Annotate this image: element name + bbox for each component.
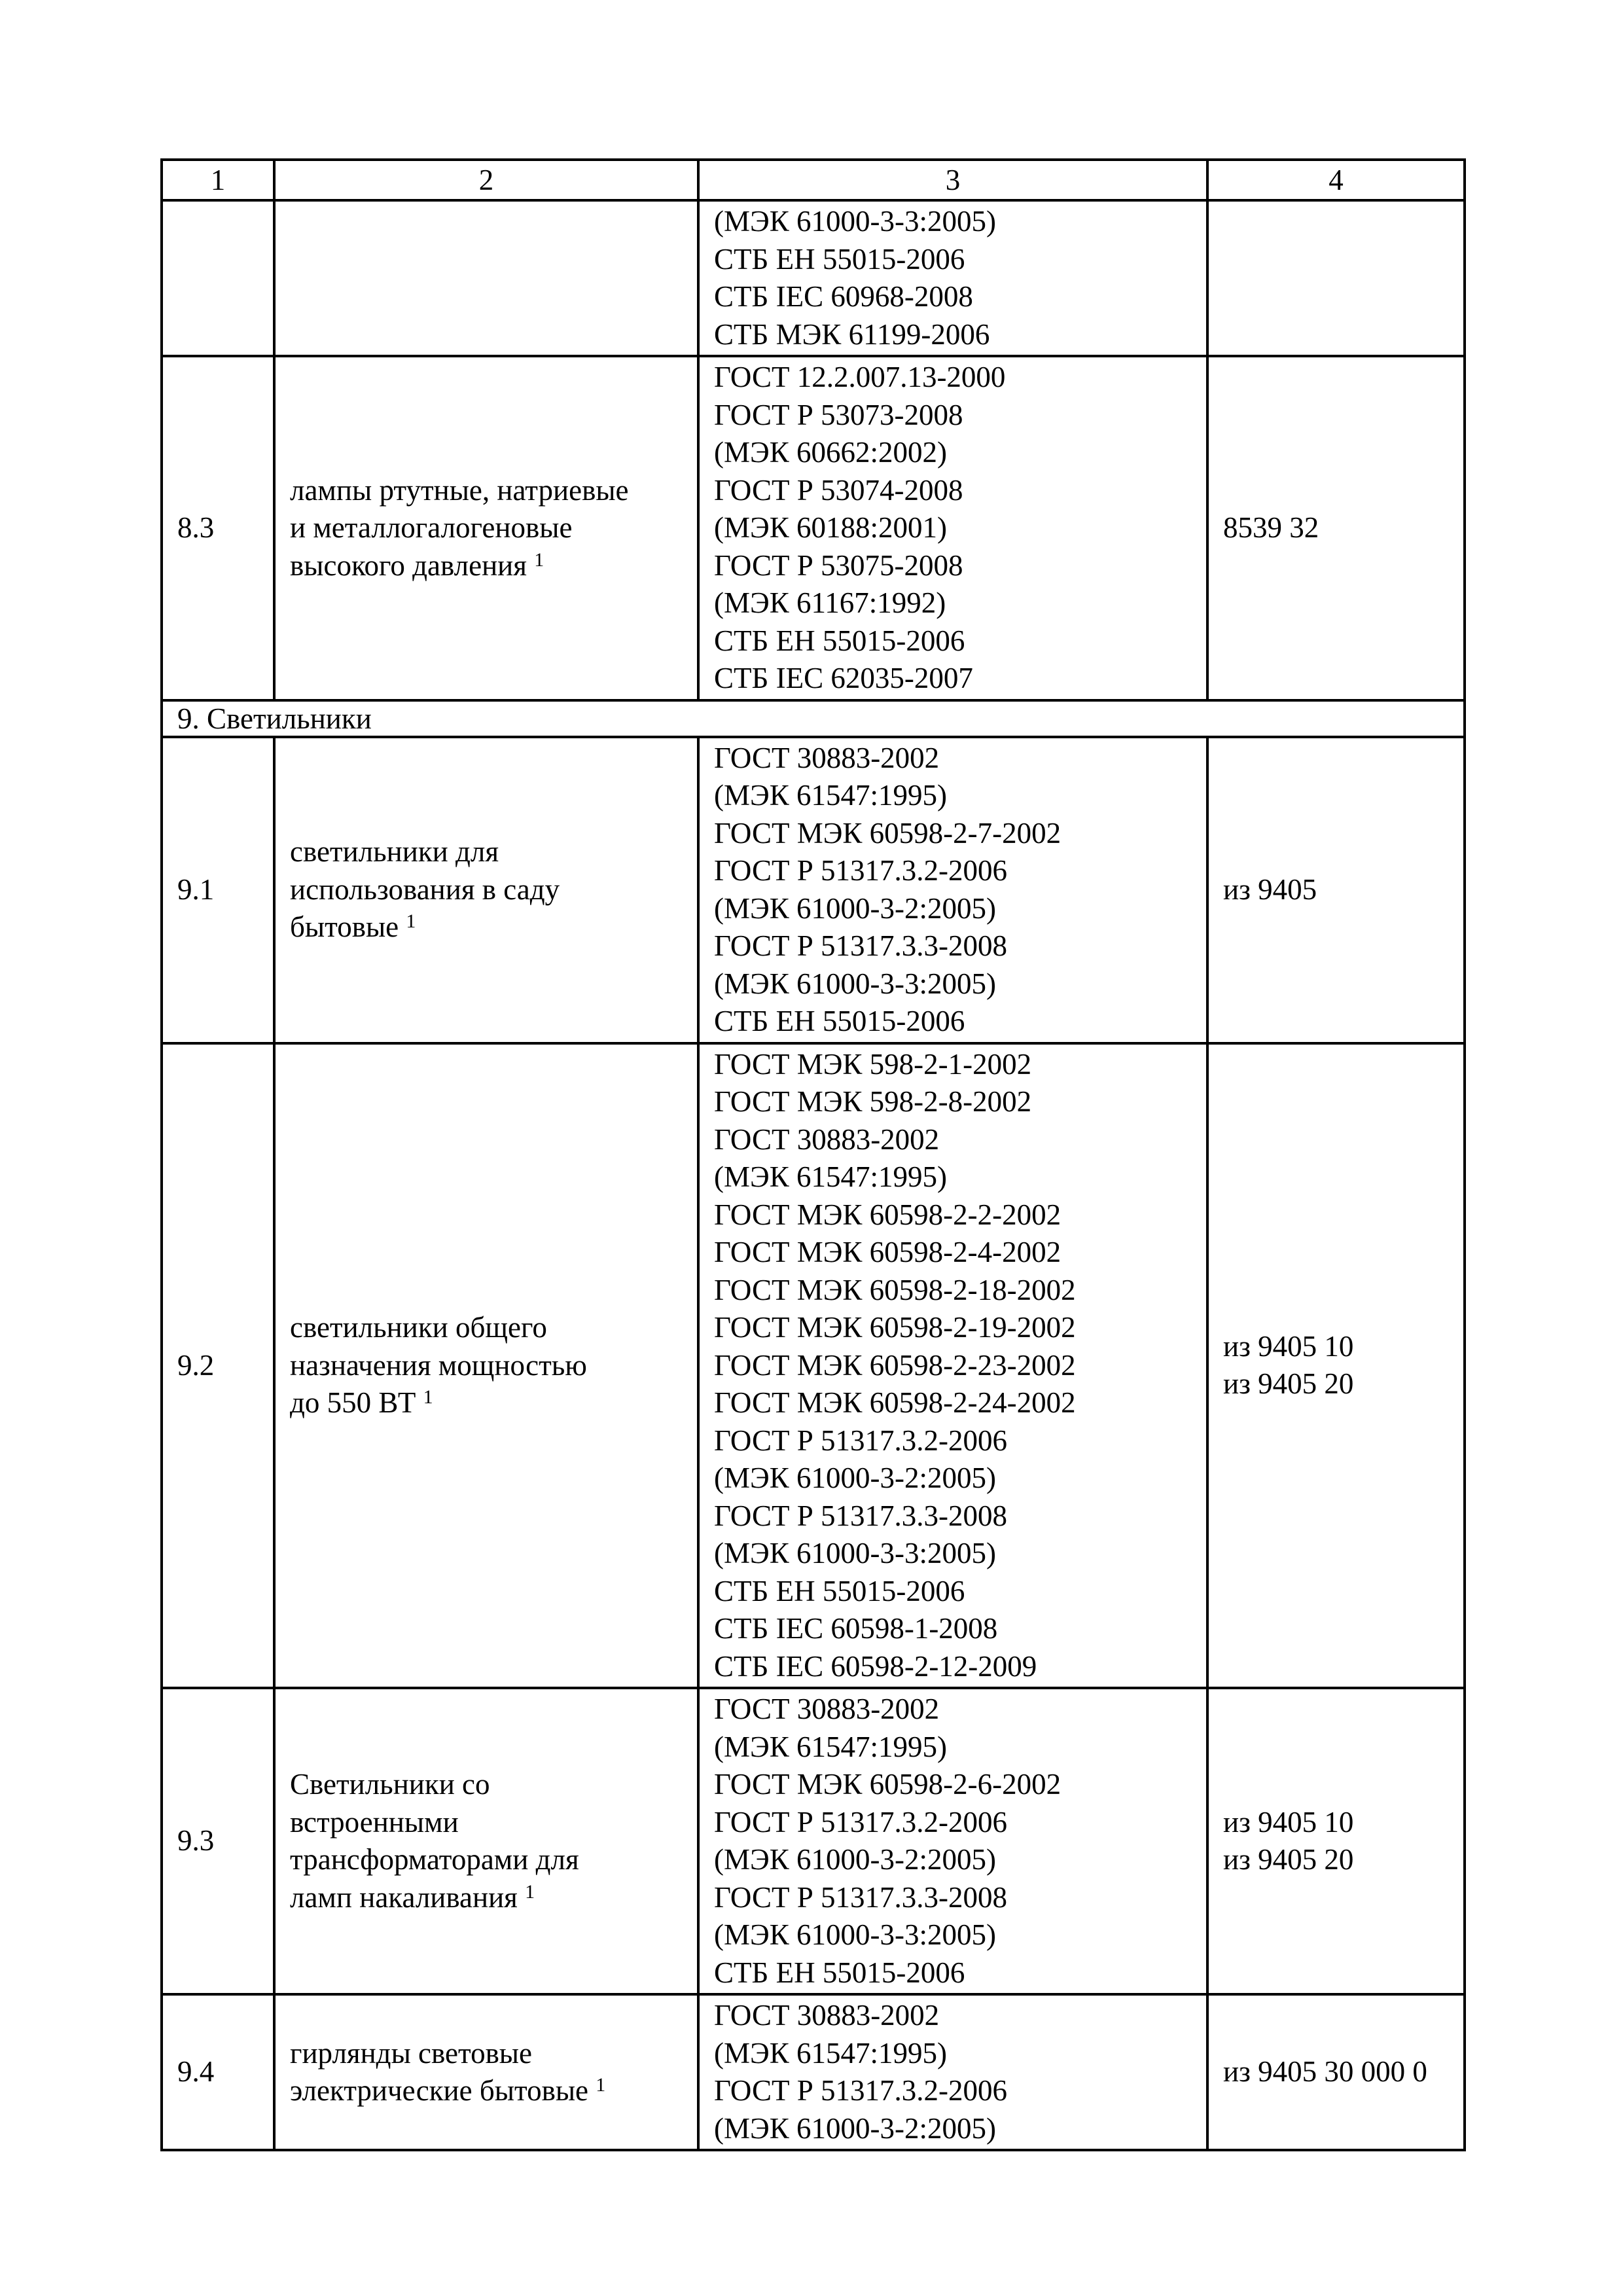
header-col-3: 3 <box>698 160 1207 200</box>
header-col-1: 1 <box>162 160 274 200</box>
standard-item: ГОСТ Р 53073-2008 <box>714 398 963 431</box>
row-number: 9.1 <box>162 737 274 1043</box>
standard-item: (МЭК 61000-3-2:2005) <box>714 1462 996 1494</box>
product-name-line <box>290 908 683 946</box>
footnote-mark: 1 <box>534 548 544 571</box>
tnved-code: из 9405 10 <box>1223 1329 1354 1363</box>
standard-item: (МЭК 61000-3-3:2005) <box>714 1918 996 1951</box>
standards-cell <box>698 737 1207 1043</box>
product-name-line <box>290 1384 683 1422</box>
standards-cell <box>698 1994 1207 2150</box>
standard-item: ГОСТ МЭК 60598-2-7-2002 <box>714 816 1061 850</box>
standards-cell <box>698 200 1207 356</box>
table-row <box>162 1043 1465 1689</box>
table-header-row <box>162 160 1465 200</box>
tnved-code: из 9405 10 <box>1223 1805 1354 1839</box>
section-row <box>162 700 1465 737</box>
header-col-2: 2 <box>274 160 698 200</box>
standard-item: (МЭК 61000-3-3:2005) <box>714 967 996 1000</box>
standard-item: (МЭК 61547:1995) <box>714 779 947 812</box>
standard-item: ГОСТ 12.2.007.13-2000 <box>714 361 1006 393</box>
product-name <box>274 1043 698 1689</box>
product-name-line: трансформаторами для <box>290 1843 579 1876</box>
standard-item: СТБ ЕН 55015-2006 <box>714 624 965 657</box>
standard-item: СТБ IEC 60968-2008 <box>714 280 973 313</box>
row-number: 9.4 <box>162 1994 274 2150</box>
standard-item: ГОСТ МЭК 60598-2-2-2002 <box>714 1198 1061 1231</box>
standard-item: СТБ ЕН 55015-2006 <box>714 1005 965 1037</box>
tnved-code: из 9405 20 <box>1223 1843 1354 1876</box>
standards-cell <box>698 356 1207 700</box>
standards-cell <box>698 1688 1207 1994</box>
standard-item: ГОСТ 30883-2002 <box>714 1122 940 1156</box>
tnved-code: из 9405 20 <box>1223 1367 1354 1401</box>
standards-cell <box>698 1043 1207 1689</box>
standard-item: СТБ МЭК 61199-2006 <box>714 317 990 351</box>
standard-item: (МЭК 61547:1995) <box>714 1160 947 1193</box>
table-row <box>162 356 1465 700</box>
standard-item: ГОСТ 30883-2002 <box>714 1693 940 1725</box>
product-name-line <box>290 547 683 585</box>
row-number <box>162 200 274 356</box>
product-name-line: гирлянды световые <box>290 2036 533 2070</box>
standard-item: ГОСТ Р 51317.3.3-2008 <box>714 1880 1007 1914</box>
product-name <box>274 356 698 700</box>
product-name-text: бытовые <box>290 910 399 944</box>
standard-item: ГОСТ Р 51317.3.3-2008 <box>714 929 1007 962</box>
standard-item: ГОСТ МЭК 598-2-1-2002 <box>714 1047 1032 1081</box>
standard-item: ГОСТ МЭК 60598-2-6-2002 <box>714 1768 1061 1801</box>
product-name-line: и металлогалогеновые <box>290 511 573 544</box>
standard-item: (МЭК 61000-3-2:2005) <box>714 2111 996 2145</box>
standard-item: ГОСТ Р 51317.3.2-2006 <box>714 2074 1007 2107</box>
product-name-line: Светильники со <box>290 1768 490 1801</box>
tnved-code-cell <box>1207 1688 1465 1994</box>
standard-item: (МЭК 61547:1995) <box>714 2036 947 2070</box>
standard-item: СТБ IEC 60598-1-2008 <box>714 1612 998 1645</box>
table-row <box>162 1688 1465 1994</box>
standard-item: ГОСТ Р 51317.3.2-2006 <box>714 854 1007 887</box>
standard-item: СТБ IEC 60598-2-12-2009 <box>714 1649 1037 1683</box>
product-name-line: светильники общего <box>290 1311 547 1344</box>
standard-item: СТБ ЕН 55015-2006 <box>714 1574 965 1607</box>
tnved-code-cell <box>1207 1043 1465 1689</box>
tnved-code: из 9405 30 000 0 <box>1223 2055 1427 2089</box>
standard-item: СТБ IEC 62035-2007 <box>714 662 973 694</box>
product-name-text: высокого давления <box>290 548 527 582</box>
standard-item: ГОСТ Р 53074-2008 <box>714 473 963 507</box>
standard-item: (МЭК 61000-3-2:2005) <box>714 1843 996 1876</box>
tnved-code-cell <box>1207 200 1465 356</box>
table-row <box>162 737 1465 1043</box>
product-name-line: использования в саду <box>290 872 560 906</box>
standard-item: СТБ ЕН 55015-2006 <box>714 1956 965 1989</box>
standard-item: ГОСТ МЭК 598-2-8-2002 <box>714 1085 1032 1118</box>
standard-item: СТБ ЕН 55015-2006 <box>714 242 965 276</box>
standard-item: (МЭК 61000-3-3:2005) <box>714 1537 996 1570</box>
product-name <box>274 1688 698 1994</box>
standard-item: ГОСТ МЭК 60598-2-4-2002 <box>714 1236 1061 1268</box>
product-name-text: электрические бытовые <box>290 2074 589 2107</box>
header-col-4: 4 <box>1207 160 1465 200</box>
footnote-mark: 1 <box>596 2074 606 2096</box>
tnved-code-cell <box>1207 737 1465 1043</box>
standard-item: ГОСТ МЭК 60598-2-23-2002 <box>714 1348 1076 1382</box>
product-name <box>274 1994 698 2150</box>
standard-item: (МЭК 60188:2001) <box>714 511 947 544</box>
standard-item: (МЭК 61000-3-2:2005) <box>714 891 996 925</box>
standard-item: ГОСТ МЭК 60598-2-18-2002 <box>714 1273 1076 1306</box>
standard-item: ГОСТ 30883-2002 <box>714 741 940 774</box>
row-number: 9.3 <box>162 1688 274 1994</box>
row-number: 8.3 <box>162 356 274 700</box>
table-row <box>162 1994 1465 2150</box>
standard-item: (МЭК 60662:2002) <box>714 436 947 469</box>
standard-item: (МЭК 61547:1995) <box>714 1730 947 1763</box>
standard-item: ГОСТ Р 51317.3.3-2008 <box>714 1499 1007 1532</box>
tnved-code: из 9405 <box>1223 872 1317 906</box>
tnved-code-cell <box>1207 356 1465 700</box>
standard-item: ГОСТ МЭК 60598-2-24-2002 <box>714 1386 1076 1419</box>
footnote-mark: 1 <box>423 1386 433 1408</box>
standard-item: ГОСТ Р 53075-2008 <box>714 548 963 582</box>
standards-table <box>160 158 1466 2151</box>
standard-item: ГОСТ МЭК 60598-2-19-2002 <box>714 1311 1076 1344</box>
product-name-line: встроенными <box>290 1805 459 1839</box>
product-name-line <box>290 1879 683 1917</box>
product-name-text: ламп накаливания <box>290 1880 518 1914</box>
standard-item: (МЭК 61000-3-3:2005) <box>714 205 996 238</box>
product-name-line: светильники для <box>290 835 499 869</box>
product-name-text: до 550 ВТ <box>290 1386 416 1419</box>
product-name <box>274 200 698 356</box>
tnved-code: 8539 32 <box>1223 511 1319 544</box>
standard-item: ГОСТ 30883-2002 <box>714 1999 940 2032</box>
section-title: 9. Светильники <box>162 700 1465 737</box>
product-name-line: лампы ртутные, натриевые <box>290 473 629 507</box>
product-name <box>274 737 698 1043</box>
product-name-line: назначения мощностью <box>290 1348 587 1382</box>
table-row <box>162 200 1465 356</box>
footnote-mark: 1 <box>406 910 416 933</box>
standard-item: (МЭК 61167:1992) <box>714 586 946 619</box>
row-number: 9.2 <box>162 1043 274 1689</box>
standard-item: ГОСТ Р 51317.3.2-2006 <box>714 1805 1007 1839</box>
tnved-code-cell <box>1207 1994 1465 2150</box>
standard-item: ГОСТ Р 51317.3.2-2006 <box>714 1424 1007 1457</box>
product-name-line <box>290 2072 683 2110</box>
footnote-mark: 1 <box>525 1880 535 1903</box>
